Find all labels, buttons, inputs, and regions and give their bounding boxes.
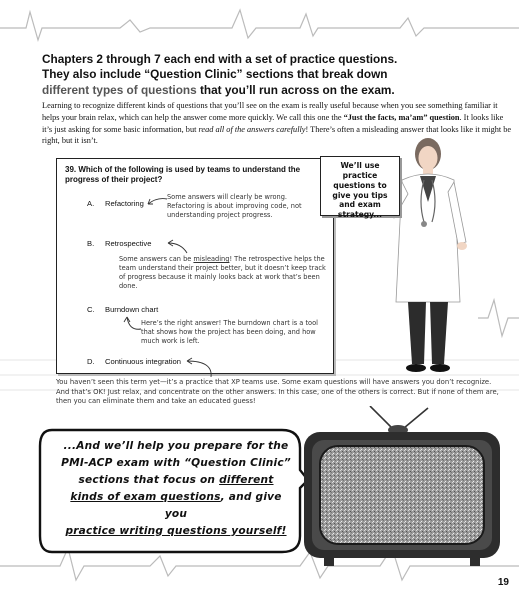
option-a (87, 199, 144, 208)
callout-line-4-underline: kinds of exam questions (70, 490, 221, 503)
arrow-c-icon (123, 315, 143, 335)
callout-line-3 (58, 472, 294, 489)
doctor-speech-sign: We’ll use practice questions to give you tips and exam strategy... (320, 156, 400, 216)
option-d-letter: D. (87, 357, 95, 366)
page-number: 19 (497, 577, 509, 588)
note-refactoring: Some answers will clearly be wrong. Refactoring is about improving code, not understanding project progress. (167, 193, 302, 219)
intro-text-3: ! There’s often a misleading answer that looks like it might be right, but it isn’t. (42, 124, 512, 146)
option-b-text: Retrospective (105, 239, 152, 248)
arrow-b-icon (165, 239, 191, 255)
option-b-letter: B. (87, 239, 95, 248)
question-title: 39. Which of the following is used by teams to understand the progress of their project? (65, 165, 301, 185)
option-d (87, 357, 181, 366)
heading-line-2: They also include “Question Clinic” sections that break down (42, 67, 388, 82)
note-b-underline: misleading (193, 255, 230, 263)
note-continuous-integration: You haven’t seen this term yet—it’s a practice that XP teams use. Some exam questions will have answers you don’t recognize. And that’s OK! Just relax, and concentrate on the other answers. In this case, one of the others is correct. But if none of them are, then you can eliminate them and take an educated guess! (56, 378, 499, 406)
note-b-pre: Some answers can be (119, 255, 194, 263)
callout-line-4b: , and give you (164, 490, 282, 520)
option-a-letter: A. (87, 199, 95, 208)
option-a-text: Refactoring (105, 199, 144, 208)
intro-italic: read all of the answers carefully (198, 124, 306, 134)
callout-line-2: PMI-ACP exam with “Question Clinic” (61, 456, 291, 469)
option-b (87, 239, 151, 248)
option-c (87, 305, 158, 314)
section-heading (42, 52, 502, 98)
heading-line-1: Chapters 2 through 7 each end with a set of practice questions. (42, 52, 398, 66)
callout-line-5-underline: practice writing questions yourself! (65, 524, 287, 537)
note-burndown: Here’s the right answer! The burndown chart is a tool that shows how the project has been doing, and how much work is left. (141, 319, 318, 345)
option-d-text: Continuous integration (105, 357, 181, 366)
intro-text-2: . It looks like it’s just asking for some basic information, but (42, 112, 504, 134)
tv-illustration (300, 406, 505, 568)
arrow-d-icon (181, 355, 221, 379)
heading-line-3 (42, 83, 502, 98)
practice-question-box (56, 158, 334, 374)
heading-line-3-rest: that you’ll run across on the exam. (196, 82, 395, 97)
note-b-post: ! The retrospective helps the team understand their project better, but it doesn’t keep track of progress because it mainly looks back at work that’s been done. (119, 255, 326, 290)
intro-text-1: Learning to recognize different kinds of questions that you’ll see on the exam is really useful because when you see something familiar it helps your brain relax, which can help the answer come more quickly. We call this one the (42, 101, 498, 122)
callout-line-3a: sections that focus on (78, 473, 220, 486)
callout-line-5 (58, 523, 294, 540)
note-retrospective (119, 255, 329, 291)
option-c-text: Burndown chart (105, 305, 159, 314)
option-c-letter: C. (87, 305, 95, 314)
callout-text (58, 438, 294, 540)
callout-line-4 (58, 489, 294, 523)
intro-bold: “Just the facts, ma’am” question (343, 112, 460, 122)
callout-line-3-underline: different (219, 473, 274, 486)
heading-highlight: different types of questions (42, 82, 197, 97)
callout-line-1: ...And we’ll help you prepare for the (63, 440, 289, 452)
arrow-a-icon (145, 195, 169, 209)
